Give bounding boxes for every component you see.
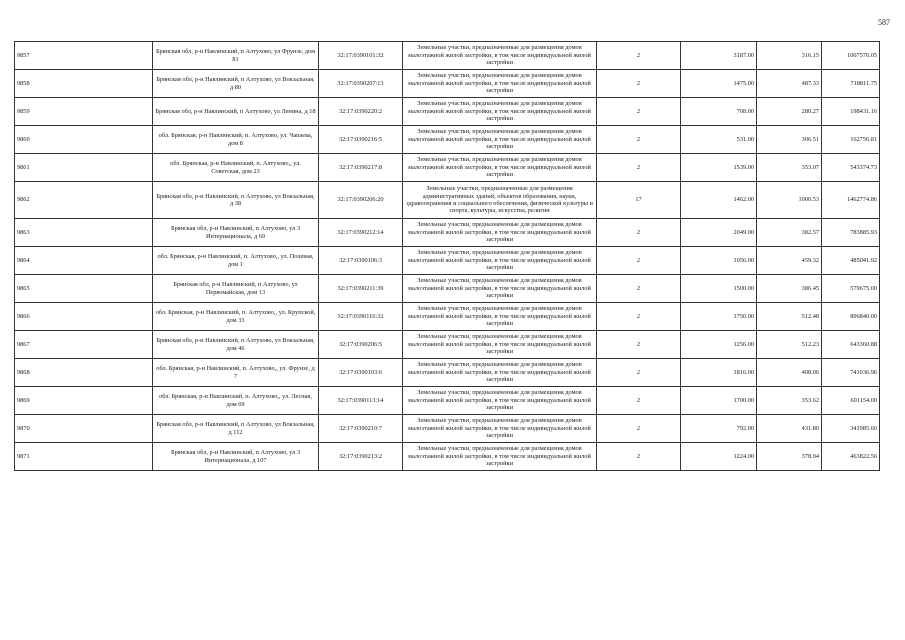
land-use-type-cell: Земельные участки, предназначенные для размещения домов малоэтажной жилой застройки, в том числе индивидуальной жилой застройки: [403, 415, 597, 443]
land-use-type-cell: Земельные участки, предназначенные для размещения домов малоэтажной жилой застройки, в том числе индивидуальной жилой застройки: [403, 126, 597, 154]
area-cell: 1539.00: [681, 154, 757, 182]
area-cell: 531.00: [681, 126, 757, 154]
specific-value-cell: 280.27: [757, 98, 822, 126]
record-number-cell: 9857: [15, 42, 153, 70]
address-cell: Брянская обл, р-н Навлинский, п Алтухово, ул Вокзальная, д 112: [153, 415, 319, 443]
cadastral-value-cell: 543374.73: [822, 154, 880, 182]
land-use-category-cell: 17: [597, 182, 681, 219]
address-cell: Брянская обл, р-н Навлинский, п Алтухово, ул Вокзальная, д 38: [153, 182, 319, 219]
address-cell: Брянская обл, р-н Навлинский, п Алтухово, ул Вокзальная, д 80: [153, 70, 319, 98]
table-row: [15, 126, 880, 154]
area-cell: 1700.00: [681, 387, 757, 415]
land-use-type-cell: Земельные участки, предназначенные для размещения домов малоэтажной жилой застройки, в том числе индивидуальной жилой застройки: [403, 443, 597, 471]
record-number-cell: 9866: [15, 303, 153, 331]
address-cell: Брянская обл, р-н Навлинский, п Алтухово, ул Первомайская, дом 13: [153, 275, 319, 303]
specific-value-cell: 487.33: [757, 70, 822, 98]
address-cell: обл. Брянская, р-н Навлинский, п. Алтухово,, ул. Крупской, дом 33: [153, 303, 319, 331]
address-cell: обл. Брянская, р-н Навлинский, п. Алтухово,, ул. Фрунзе, д 7: [153, 359, 319, 387]
cadastral-value-cell: 601154.00: [822, 387, 880, 415]
table-row: [15, 154, 880, 182]
address-cell: Брянская обл, р-н Навлинский, п Алтухово, ул Вокзальная, дом 46: [153, 331, 319, 359]
cadastral-number-cell: 32:17:0390113:14: [319, 387, 403, 415]
cadastral-value-cell: 579675.00: [822, 275, 880, 303]
address-cell: обл. Брянская, р-н Навлинский, п. Алтухово,, ул. Советская, дом 23: [153, 154, 319, 182]
cadastral-number-cell: 32:17:0390103:6: [319, 359, 403, 387]
area-cell: 1462.00: [681, 182, 757, 219]
specific-value-cell: 386.45: [757, 275, 822, 303]
cadastral-number-cell: 32:17:0390220:2: [319, 98, 403, 126]
cadastral-number-cell: 32:17:0390213:2: [319, 443, 403, 471]
area-cell: 1224.00: [681, 443, 757, 471]
land-use-category-cell: 2: [597, 387, 681, 415]
address-cell: обл. Брянская, р-н Навлинский, п. Алтухово, ул. Чапаева, дом 8: [153, 126, 319, 154]
cadastral-number-cell: 32:17:0390217:8: [319, 154, 403, 182]
record-number-cell: 9864: [15, 247, 153, 275]
land-use-type-cell: Земельные участки, предназначенные для размещения домов малоэтажной жилой застройки, в том числе индивидуальной жилой застройки: [403, 154, 597, 182]
specific-value-cell: 512.23: [757, 331, 822, 359]
land-use-category-cell: 2: [597, 42, 681, 70]
cadastral-value-cell: 463822.56: [822, 443, 880, 471]
record-number-cell: 9871: [15, 443, 153, 471]
table-row: [15, 182, 880, 219]
record-number-cell: 9868: [15, 359, 153, 387]
land-use-category-cell: 2: [597, 126, 681, 154]
table-row: [15, 303, 880, 331]
land-use-category-cell: 2: [597, 70, 681, 98]
specific-value-cell: 431.80: [757, 415, 822, 443]
area-cell: 1475.00: [681, 70, 757, 98]
registry-table: [14, 41, 880, 471]
table-row: [15, 415, 880, 443]
page-number: 587: [878, 18, 890, 27]
land-use-type-cell: Земельные участки, предназначенные для размещения домов малоэтажной жилой застройки, в том числе индивидуальной жилой застройки: [403, 331, 597, 359]
cadastral-value-cell: 643360.88: [822, 331, 880, 359]
specific-value-cell: 382.57: [757, 219, 822, 247]
cadastral-value-cell: 896840.00: [822, 303, 880, 331]
specific-value-cell: 306.51: [757, 126, 822, 154]
address-cell: Брянская обл, р-н Навлинский, п Алтухово, ул Ленина, д 18: [153, 98, 319, 126]
area-cell: 792.00: [681, 415, 757, 443]
cadastral-number-cell: 32:17:0390211:39: [319, 275, 403, 303]
cadastral-number-cell: 32:17:0390212:14: [319, 219, 403, 247]
land-use-category-cell: 2: [597, 98, 681, 126]
table-row: [15, 98, 880, 126]
land-use-type-cell: Земельные участки, предназначенные для размещения домов малоэтажной жилой застройки, в том числе индивидуальной жилой застройки: [403, 247, 597, 275]
land-use-type-cell: Земельные участки, предназначенные для размещения домов малоэтажной жилой застройки, в том числе индивидуальной жилой застройки: [403, 275, 597, 303]
specific-value-cell: 316.15: [757, 42, 822, 70]
cadastral-number-cell: 32:17:0390106:3: [319, 247, 403, 275]
land-use-category-cell: 2: [597, 303, 681, 331]
specific-value-cell: 512.48: [757, 303, 822, 331]
area-cell: 2049.00: [681, 219, 757, 247]
cadastral-number-cell: 32:17:0390116:32: [319, 303, 403, 331]
record-number-cell: 9862: [15, 182, 153, 219]
land-use-type-cell: Земельные участки, предназначенные для размещения домов малоэтажной жилой застройки, в том числе индивидуальной жилой застройки: [403, 219, 597, 247]
area-cell: 708.00: [681, 98, 757, 126]
area-cell: 3187.00: [681, 42, 757, 70]
land-use-category-cell: 2: [597, 275, 681, 303]
cadastral-number-cell: 32:17:0390101:32: [319, 42, 403, 70]
address-cell: Брянская обл, р-н Навлинский, п Алтухово, ул 3 Интернационала, д 69: [153, 219, 319, 247]
land-use-category-cell: 2: [597, 443, 681, 471]
area-cell: 1816.00: [681, 359, 757, 387]
land-use-type-cell: Земельные участки, предназначенные для размещения домов малоэтажной жилой застройки, в том числе индивидуальной жилой застройки: [403, 98, 597, 126]
cadastral-number-cell: 32:17:0390206:5: [319, 331, 403, 359]
cadastral-value-cell: 741036.96: [822, 359, 880, 387]
land-use-type-cell: Земельные участки, предназначенные для размещения домов малоэтажной жилой застройки, в том числе индивидуальной жилой застройки: [403, 42, 597, 70]
specific-value-cell: 408.06: [757, 359, 822, 387]
land-use-category-cell: 2: [597, 331, 681, 359]
record-number-cell: 9861: [15, 154, 153, 182]
record-number-cell: 9858: [15, 70, 153, 98]
table-row: [15, 247, 880, 275]
table-row: [15, 275, 880, 303]
address-cell: Брянская обл, р-н Навлинский, п Алтухово, ул Фрунзе, дом 81: [153, 42, 319, 70]
cadastral-value-cell: 198431.16: [822, 98, 880, 126]
area-cell: 1500.00: [681, 275, 757, 303]
cadastral-value-cell: 485041.92: [822, 247, 880, 275]
record-number-cell: 9859: [15, 98, 153, 126]
table-row: [15, 387, 880, 415]
address-cell: обл. Брянская, р-н Навлинский, п. Алтухово,, ул. Лесная, дом 69: [153, 387, 319, 415]
land-use-category-cell: 2: [597, 247, 681, 275]
cadastral-value-cell: 1007570.05: [822, 42, 880, 70]
table-row: [15, 331, 880, 359]
record-number-cell: 9860: [15, 126, 153, 154]
cadastral-value-cell: 341985.60: [822, 415, 880, 443]
specific-value-cell: 378.94: [757, 443, 822, 471]
address-cell: Брянская обл, р-н Навлинский, п Алтухово, ул 3 Интернационала, д 107: [153, 443, 319, 471]
specific-value-cell: 459.32: [757, 247, 822, 275]
table-row: [15, 70, 880, 98]
record-number-cell: 9869: [15, 387, 153, 415]
record-number-cell: 9867: [15, 331, 153, 359]
area-cell: 1750.00: [681, 303, 757, 331]
table-row: [15, 443, 880, 471]
record-number-cell: 9870: [15, 415, 153, 443]
table-row: [15, 359, 880, 387]
registry-table-body: [15, 42, 880, 471]
land-use-category-cell: 2: [597, 359, 681, 387]
record-number-cell: 9865: [15, 275, 153, 303]
land-use-category-cell: 2: [597, 219, 681, 247]
land-use-category-cell: 2: [597, 154, 681, 182]
cadastral-value-cell: 783885.93: [822, 219, 880, 247]
land-use-category-cell: 2: [597, 415, 681, 443]
land-use-type-cell: Земельные участки, предназначенные для размещения домов малоэтажной жилой застройки, в том числе индивидуальной жилой застройки: [403, 359, 597, 387]
cadastral-number-cell: 32:17:0390216:5: [319, 126, 403, 154]
cadastral-number-cell: 32:17:0390207:13: [319, 70, 403, 98]
record-number-cell: 9863: [15, 219, 153, 247]
area-cell: 1256.00: [681, 331, 757, 359]
land-use-type-cell: Земельные участки, предназначенные для размещения домов малоэтажной жилой застройки, в том числе индивидуальной жилой застройки: [403, 303, 597, 331]
specific-value-cell: 353.62: [757, 387, 822, 415]
land-use-type-cell: Земельные участки, предназначенные для размещения домов малоэтажной жилой застройки, в том числе индивидуальной жилой застройки: [403, 387, 597, 415]
land-use-type-cell: Земельные участки, предназначенные для размещения административных зданий, объектов образования, науки, здравоохранения и социального обеспечения, физической культуры и спорта, культуры, искусства, религии: [403, 182, 597, 219]
cadastral-number-cell: 32:17:0390210:7: [319, 415, 403, 443]
specific-value-cell: 353.07: [757, 154, 822, 182]
area-cell: 1056.00: [681, 247, 757, 275]
cadastral-value-cell: 718811.75: [822, 70, 880, 98]
cadastral-number-cell: 32:17:0390206:20: [319, 182, 403, 219]
land-use-type-cell: Земельные участки, предназначенные для размещения домов малоэтажной жилой застройки, в том числе индивидуальной жилой застройки: [403, 70, 597, 98]
cadastral-value-cell: 162756.81: [822, 126, 880, 154]
cadastral-value-cell: 1462774.86: [822, 182, 880, 219]
table-row: [15, 219, 880, 247]
specific-value-cell: 1000.53: [757, 182, 822, 219]
table-row: [15, 42, 880, 70]
address-cell: обл. Брянская, р-н Навлинский, п. Алтухово,, ул. Полевая, дом 1: [153, 247, 319, 275]
